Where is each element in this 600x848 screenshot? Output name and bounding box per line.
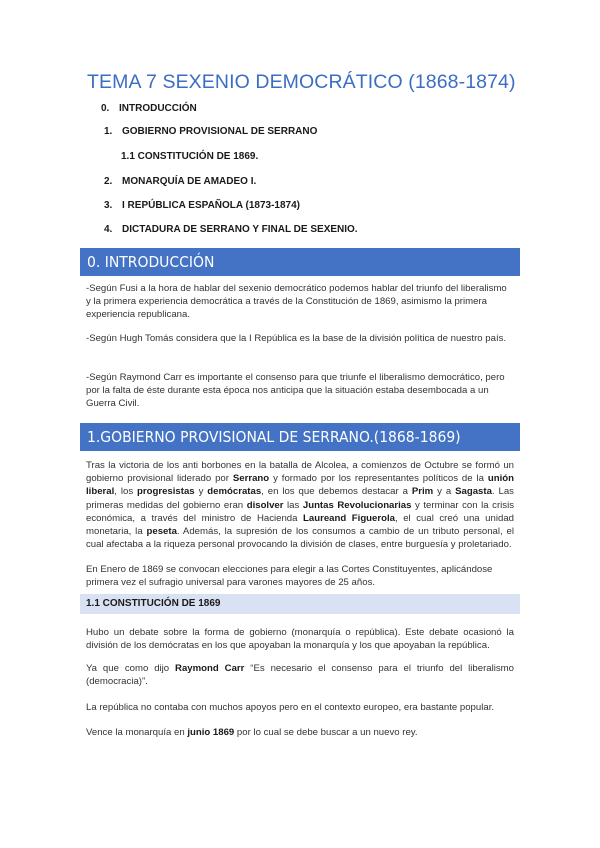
text-run: y terminar con la crisis económica, a través del ministro de Hacienda	[86, 499, 515, 524]
text-run: Vence la monarquía en	[86, 727, 188, 738]
bold-term: demócratas	[207, 486, 262, 498]
bold-term: Raymond Carr	[175, 663, 245, 674]
toc-item	[104, 176, 256, 187]
text-run: y	[194, 486, 208, 498]
subsection-heading-constitucion-1869: 1.1 CONSTITUCIÓN DE 1869	[80, 594, 520, 614]
text-run: , el cual creó una unidad monetaria, la	[86, 512, 514, 538]
bold-term: unión liberal	[86, 473, 514, 498]
paragraph	[86, 662, 514, 688]
toc-item	[101, 103, 197, 114]
section-heading-introduction: 0. INTRODUCCIÓN	[80, 248, 520, 276]
text-run: . Las primeras medidas del gobierno eran	[86, 486, 514, 511]
paragraph: -Según Hugh Tomás considera que la I República es la base de la división política de nuestro país.	[86, 333, 507, 344]
paragraph	[86, 459, 514, 551]
section-heading-gobierno-provisional: 1.GOBIERNO PROVISIONAL DE SERRANO.(1868-1869)	[80, 423, 520, 451]
paragraph	[86, 726, 514, 739]
toc-number: 3.	[104, 200, 113, 211]
bold-term: junio 1869	[187, 727, 235, 738]
toc-label: DICTADURA DE SERRANO Y FINAL DE SEXENIO.	[122, 224, 358, 235]
text-run: Ya que como dijo	[86, 663, 176, 674]
paragraph: -Según Raymond Carr es importante el consenso para que triunfe el liberalismo democrático, pero por la falta de éste durante esta época nos anticipa que la situación estaba desembocada a un Guerra Civil.	[86, 372, 505, 410]
text-run: , los	[114, 486, 138, 498]
toc-label: GOBIERNO PROVISIONAL DE SERRANO	[122, 126, 318, 137]
text-run: , en los que debemos destacar a	[261, 486, 412, 498]
toc-label: INTRODUCCIÓN	[119, 103, 197, 114]
text-run: y a	[433, 486, 456, 498]
toc-number: 0.	[101, 103, 110, 114]
text-run: por lo cual se debe buscar a un nuevo rey.	[234, 727, 418, 738]
text-run: Tras la victoria de los anti borbones en la batalla de Alcolea, a comienzos de Octubre se formó un gobierno provisional liderado por	[86, 460, 514, 485]
toc-item	[121, 151, 258, 162]
paragraph: Hubo un debate sobre la forma de gobierno (monarquía o república). Este debate ocasionó la división de los demócratas en los que apoyaban la monarquía y los que apoyaban la república.	[86, 627, 514, 652]
bold-term: Juntas Revolucionarias	[302, 499, 412, 511]
toc-number: 2.	[104, 176, 113, 187]
bold-term: Prim	[411, 486, 434, 498]
paragraph: La república no contaba con muchos apoyos pero en el contexto europeo, era bastante popular.	[86, 702, 495, 713]
bold-term: Laureand Figuerola	[303, 512, 395, 524]
bold-term: progresistas	[137, 486, 195, 498]
toc-item	[104, 126, 317, 137]
bold-term: Serrano	[232, 473, 270, 485]
toc-label: I REPÚBLICA ESPAÑOLA (1873-1874)	[122, 200, 301, 211]
toc-item	[104, 224, 358, 235]
toc-item	[104, 200, 300, 211]
text-run: “Es necesario el consenso para el triunfo del liberalismo (democracia)”.	[86, 663, 514, 688]
paragraph: En Enero de 1869 se convocan elecciones para elegir a las Cortes Constituyentes, aplicándose primera vez el sufragio universal para varones mayores de 25 años.	[86, 564, 493, 589]
paragraph: -Según Fusi a la hora de hablar del sexenio democrático podemos hablar del triunfo del liberalismo y la primera experiencia democrática a través de la Constitución de 1869, asimismo la primera experiencia republicana.	[86, 283, 507, 321]
toc-number: 1.	[104, 126, 113, 137]
text-run: las	[283, 499, 303, 511]
toc-label: MONARQUÍA DE AMADEO I.	[122, 176, 257, 187]
bold-term: peseta	[146, 526, 177, 538]
page-title: TEMA 7 SEXENIO DEMOCRÁTICO (1868-1874)	[87, 71, 516, 93]
text-run: . Además, la supresión de los consumos a cambio de un tributo personal, el cual afectaba a la riqueza personal provocando la división de clases, entre burguesía y proletariado.	[86, 526, 515, 551]
text-run: y formado por los representantes políticos de la	[269, 473, 488, 485]
toc-label: 1.1 CONSTITUCIÓN DE 1869.	[121, 151, 259, 162]
bold-term: disolver	[246, 499, 284, 511]
bold-term: Sagasta	[455, 486, 492, 498]
toc-number: 4.	[104, 224, 113, 235]
